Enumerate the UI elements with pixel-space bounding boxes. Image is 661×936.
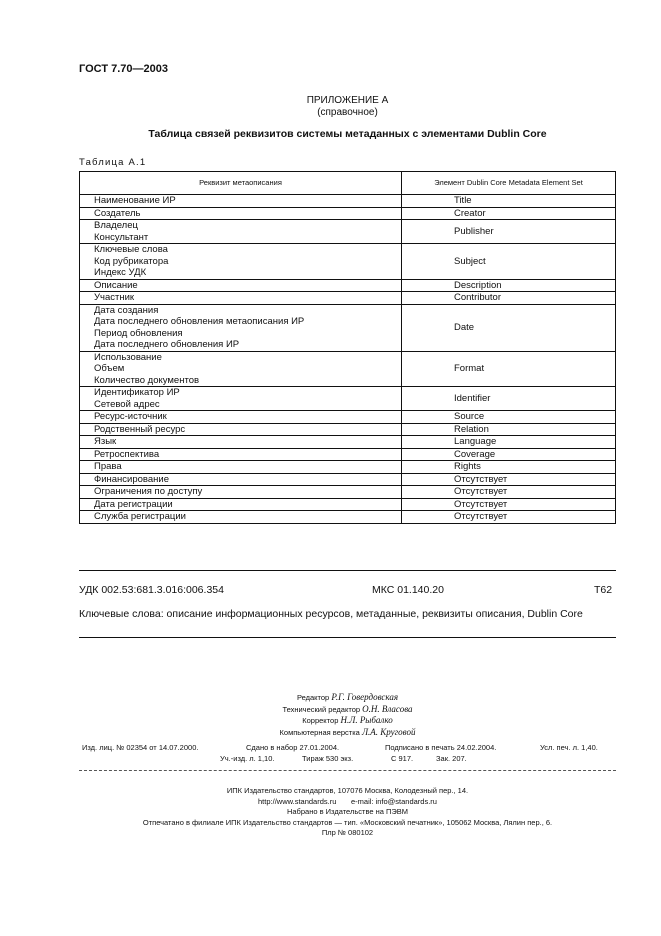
element-text: Creator: [454, 207, 486, 219]
attribute-cell: [80, 423, 402, 436]
element-text: Identifier: [454, 392, 491, 404]
attribute-cell: [80, 486, 402, 499]
table-row: [80, 498, 616, 511]
element-text: Отсутствует: [454, 511, 508, 522]
element-cell: [402, 423, 616, 436]
table-row: [80, 461, 616, 474]
element-text: Relation: [454, 423, 489, 435]
table-row: [80, 244, 616, 280]
column-header-attribute: Реквизит метаописания: [80, 172, 402, 195]
element-text: Subject: [454, 255, 486, 267]
attribute-cell: [80, 511, 402, 524]
attribute-text: Дата создания: [94, 304, 159, 316]
credits-block: [0, 692, 661, 738]
element-text: Source: [454, 411, 485, 422]
element-cell: [402, 304, 616, 351]
publisher-contacts: [0, 797, 661, 808]
classification-code: Т62: [594, 584, 613, 596]
attribute-text: Ограничения по доступу: [94, 486, 203, 497]
table-row: [80, 411, 616, 424]
attribute-text: Сетевой адрес: [94, 398, 160, 410]
table-row: [80, 304, 616, 351]
attribute-cell: [80, 387, 402, 411]
table-row: [80, 436, 616, 449]
attribute-text: Описание: [94, 279, 138, 291]
attribute-cell: [80, 351, 402, 387]
table-row: [80, 292, 616, 305]
attribute-text: Создатель: [94, 207, 141, 219]
attribute-text: Код рубрикатора: [94, 255, 169, 267]
publisher-printed: Отпечатано в филиале ИПК Издательство стандартов — тип. «Московский печатник», 105062 Москва, Лялин пер., 6.: [142, 817, 553, 827]
table-row: [80, 511, 616, 524]
table-heading: Таблица связей реквизитов системы метаданных с элементами Dublin Core: [148, 128, 547, 140]
element-cell: [402, 351, 616, 387]
divider-line: [79, 637, 616, 638]
element-text: Description: [454, 279, 502, 291]
divider-line: [79, 770, 616, 771]
attribute-text: Родственный ресурс: [94, 423, 186, 435]
attribute-cell: [80, 207, 402, 220]
attribute-text: Дата последнего обновления метаописания ИР: [94, 316, 305, 327]
attribute-text: Консультант: [94, 231, 149, 243]
table-row: [80, 220, 616, 244]
attribute-cell: [80, 436, 402, 449]
element-text: Rights: [454, 461, 481, 472]
element-cell: [402, 387, 616, 411]
element-text: Publisher: [454, 225, 494, 237]
attribute-text: Ресурс-источник: [94, 411, 167, 422]
annex-subtitle: (справочное): [317, 107, 378, 118]
element-cell: [402, 498, 616, 511]
attribute-cell: [80, 411, 402, 424]
attribute-cell: [80, 461, 402, 474]
table-row: [80, 195, 616, 208]
publisher-address: ИПК Издательство стандартов, 107076 Москва, Колодезный пер., 14.: [226, 786, 469, 795]
attribute-text: Наименование ИР: [94, 195, 176, 206]
credit-layout: Компьютерная верстка Л.А. Круговой: [279, 726, 416, 737]
attribute-text: Права: [94, 461, 122, 472]
publisher-email: e-mail: info@standards.ru: [350, 796, 437, 806]
udc-code: УДК 002.53:681.3.016:006.354: [79, 584, 224, 596]
attribute-text: Индекс УДК: [94, 267, 147, 278]
publisher-license: Плр № 080102: [321, 828, 374, 837]
attribute-text: Язык: [94, 436, 117, 447]
metadata-mapping-table: [79, 171, 616, 524]
imprint-code: С 917.: [391, 754, 414, 763]
attribute-cell: [80, 244, 402, 280]
element-cell: [402, 511, 616, 524]
attribute-text: Объем: [94, 363, 125, 374]
element-cell: [402, 448, 616, 461]
element-text: Title: [454, 195, 472, 206]
element-text: Отсутствует: [454, 498, 508, 510]
imprint-sent: Сдано в набор 27.01.2004.: [246, 743, 340, 752]
element-cell: [402, 207, 616, 220]
table-label: Таблица А.1: [79, 157, 147, 168]
attribute-text: Дата последнего обновления ИР: [94, 339, 240, 350]
imprint-signed: Подписано в печать 24.02.2004.: [385, 743, 497, 752]
element-text: Contributor: [454, 292, 501, 303]
publisher-url: http://www.standards.ru: [258, 796, 337, 806]
attribute-text: Ретроспектива: [94, 448, 160, 460]
element-cell: [402, 436, 616, 449]
attribute-cell: [80, 279, 402, 292]
credit-editor: Редактор Р.Г. Говердовская: [296, 692, 399, 702]
imprint-run: Тираж 530 экз.: [302, 754, 354, 763]
element-cell: [402, 292, 616, 305]
attribute-cell: [80, 304, 402, 351]
attribute-cell: [80, 498, 402, 511]
table-row: [80, 486, 616, 499]
attribute-cell: [80, 220, 402, 244]
attribute-text: Период обновления: [94, 327, 183, 339]
attribute-text: Дата регистрации: [94, 498, 173, 510]
imprint-print-sheets: Усл. печ. л. 1,40.: [540, 743, 598, 752]
element-text: Coverage: [454, 448, 496, 460]
credit-tech-editor: Технический редактор О.Н. Власова: [282, 703, 413, 714]
attribute-text: Идентификатор ИР: [94, 387, 180, 398]
imprint-order: Зак. 207.: [436, 754, 467, 763]
credit-corrector: Корректор Н.Л. Рыбалко: [302, 715, 393, 725]
table-row: [80, 207, 616, 220]
annex-heading: [0, 95, 661, 119]
attribute-cell: [80, 448, 402, 461]
element-text: Отсутствует: [454, 486, 508, 497]
annex-title: ПРИЛОЖЕНИЕ А: [306, 95, 389, 106]
column-header-element: Элемент Dublin Core Metadata Element Set: [402, 172, 616, 195]
element-text: Отсутствует: [454, 473, 508, 485]
element-text: Format: [454, 363, 485, 374]
attribute-text: Количество документов: [94, 374, 200, 386]
divider-line: [79, 570, 616, 571]
attribute-text: Финансирование: [94, 473, 169, 485]
table-header-row: [80, 172, 616, 195]
attribute-cell: [80, 473, 402, 486]
mks-code: МКС 01.140.20: [372, 584, 444, 596]
attribute-text: Ключевые слова: [94, 244, 168, 255]
element-cell: [402, 244, 616, 280]
table-row: [80, 448, 616, 461]
attribute-cell: [80, 292, 402, 305]
table-row: [80, 473, 616, 486]
table-row: [80, 387, 616, 411]
element-cell: [402, 486, 616, 499]
attribute-text: Служба регистрации: [94, 511, 186, 522]
keywords-line: Ключевые слова: описание информационных ресурсов, метаданные, реквизиты описания, Dublin Core: [79, 608, 583, 620]
imprint-edu-sheets: Уч.-изд. л. 1,10.: [220, 754, 275, 763]
element-cell: [402, 220, 616, 244]
table-row: [80, 351, 616, 387]
attribute-text: Использование: [94, 351, 162, 363]
element-cell: [402, 411, 616, 424]
imprint-license: Изд. лиц. № 02354 от 14.07.2000.: [82, 743, 199, 752]
publisher-block: [0, 786, 661, 839]
element-cell: [402, 279, 616, 292]
element-cell: [402, 473, 616, 486]
element-cell: [402, 195, 616, 208]
table-row: [80, 279, 616, 292]
attribute-text: Участник: [94, 292, 135, 303]
element-text: Language: [454, 436, 497, 447]
attribute-text: Владелец: [94, 220, 138, 231]
publisher-typeset: Набрано в Издательстве на ПЭВМ: [286, 807, 409, 816]
element-text: Date: [454, 321, 475, 333]
attribute-cell: [80, 195, 402, 208]
document-code: ГОСТ 7.70—2003: [79, 63, 168, 75]
table-row: [80, 423, 616, 436]
element-cell: [402, 461, 616, 474]
